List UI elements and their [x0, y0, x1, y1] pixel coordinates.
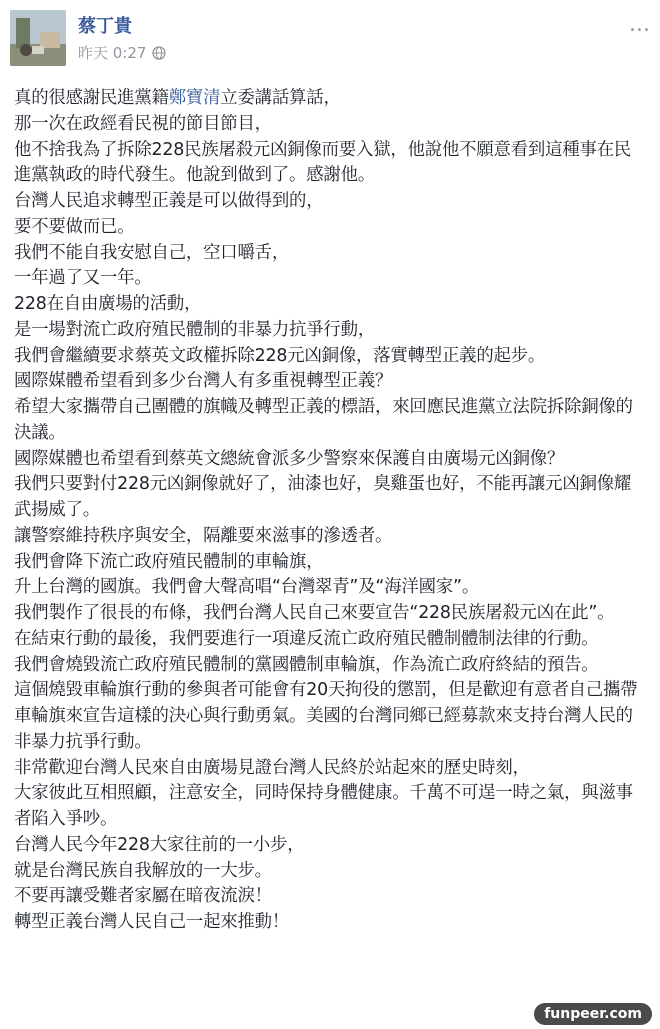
post-line: 在結束行動的最後，我們要進行一項違反流亡政府殖民體制體制法律的行動。	[14, 628, 599, 649]
post-line: 真的很感謝民進黨籍鄭寶清立委講話算話，	[14, 88, 341, 108]
post-line: 國際媒體希望看到多少台灣人有多重視轉型正義？	[14, 371, 393, 392]
post-line: 我們製作了很長的布條，我們台灣人民自己來要宣告“228民族屠殺元凶在此”。	[14, 603, 615, 623]
post-line: 讓警察維持秩序與安全，隔離要來滋事的滲透者。	[14, 525, 393, 546]
post-line: 我們只要對付228元凶銅像就好了，油漆也好，臭雞蛋也好，不能再讓元凶銅像耀武揚威了。	[14, 474, 632, 520]
post-line: 是一場對流亡政府殖民體制的非暴力抗爭行動，	[14, 319, 376, 340]
post-body	[14, 86, 648, 936]
post-line: 我們會繼續要求蔡英文政權拆除228元凶銅像，落實轉型正義的起步。	[14, 345, 546, 366]
post-line: 非常歡迎台灣人民來自由廣場見證台灣人民終於站起來的歷史時刻，	[14, 757, 530, 778]
author-name[interactable]: 蔡丁貴	[78, 16, 132, 37]
post-line: 我們會降下流亡政府殖民體制的車輪旗，	[14, 551, 324, 572]
post-line: 大家彼此互相照顧，注意安全，同時保持身體健康。千萬不可逞一時之氣，與滋事者陷入爭吵。	[14, 783, 633, 829]
post-line: 轉型正義台灣人民自己一起來推動！	[14, 912, 290, 932]
post-line: 228在自由廣場的活動，	[14, 294, 202, 314]
post-line: 希望大家攜帶自己團體的旗幟及轉型正義的標語，來回應民進黨立法院拆除銅像的決議。	[14, 397, 633, 443]
post-line: 那一次在政經看民視的節目節目，	[14, 113, 272, 134]
post-line: 不要再讓受難者家屬在暗夜流淚！	[14, 886, 272, 907]
post-timestamp[interactable]: 昨天 0:27	[78, 44, 147, 62]
author-avatar[interactable]	[10, 10, 66, 66]
post-line: 一年過了又一年。	[14, 268, 152, 289]
post-line: 我們不能自我安慰自己，空口嚼舌，	[14, 242, 290, 263]
post-line: 要不要做而已。	[14, 216, 135, 237]
post-line: 台灣人民今年228大家往前的一小步，	[14, 834, 305, 855]
post-meta	[78, 42, 166, 63]
post-line: 升上台灣的國旗。我們會大聲高唱“台灣翠青”及“海洋國家”。	[14, 577, 480, 598]
more-options-icon[interactable]: ...	[629, 12, 650, 37]
mention-link[interactable]: 鄭寶清	[168, 88, 221, 108]
site-watermark: funpeer.com	[534, 1003, 652, 1025]
post-line: 台灣人民追求轉型正義是可以做得到的，	[14, 191, 324, 211]
post-line: 他不捨我為了拆除228民族屠殺元凶銅像而要入獄，他說他不願意看到這種事在民進黨執政的時代發生。他說到做到了。感謝他。	[14, 139, 632, 186]
globe-icon	[152, 46, 166, 60]
post-line: 就是台灣民族自我解放的一大步。	[14, 860, 272, 881]
post-line: 這個燒毀車輪旗行動的參與者可能會有20天拘役的懲罰，但是歡迎有意者自己攜帶車輪旗來宣告這樣的決心與行動勇氣。美國的台灣同鄉已經募款來支持台灣人民的非暴力抗爭行動。	[14, 680, 638, 752]
post-line: 我們會燒毀流亡政府殖民體制的黨國體制車輪旗，作為流亡政府終結的預告。	[14, 654, 599, 675]
avatar-photo	[10, 10, 66, 66]
post-header	[0, 0, 660, 80]
post-line: 國際媒體也希望看到蔡英文總統會派多少警察來保護自由廣場元凶銅像？	[14, 448, 565, 469]
